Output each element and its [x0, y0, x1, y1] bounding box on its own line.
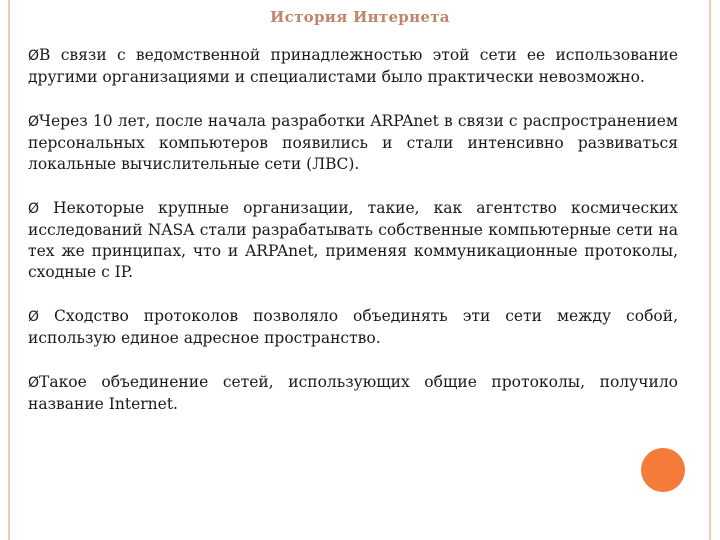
arrow-bullet-icon: Ø: [28, 309, 40, 325]
arrow-bullet-icon: Ø: [28, 114, 40, 130]
decorative-circle-icon: [641, 448, 685, 492]
arrow-bullet-icon: Ø: [28, 48, 40, 64]
arrow-bullet-icon: Ø: [28, 201, 40, 217]
bullet-text: Некоторые крупные организации, такие, как агентство космических исследований NASA стали разрабатывать собственные компьютерные сети на тех же принципах, что и ARPAnet, применяя коммуникационные протоколы, сходные с IP.: [28, 199, 678, 281]
bullet-text: В связи с ведомственной принадлежностью этой сети ее использование другими организациями и специалистами было практически невозможно.: [28, 46, 678, 86]
bullet-3: [28, 198, 678, 283]
bullet-text: Сходство протоколов позволяло объединять эти сети между собой, использую единое адресное пространство.: [28, 307, 678, 347]
bullet-4: [28, 306, 678, 349]
bullet-5: [28, 372, 678, 415]
slide-title: История Интернета: [270, 8, 450, 26]
arrow-bullet-icon: Ø: [28, 375, 40, 391]
bullet-1: [28, 45, 678, 88]
slide-content: [28, 45, 678, 438]
bullet-2: [28, 111, 678, 175]
bullet-text: Такое объединение сетей, использующих общие протоколы, получило название Internet.: [28, 373, 678, 413]
bullet-text: Через 10 лет, после начала разработки ARPAnet в связи с распространением персональных компьютеров появились и стали интенсивно развиваться локальные вычислительные сети (ЛВС).: [28, 112, 678, 173]
